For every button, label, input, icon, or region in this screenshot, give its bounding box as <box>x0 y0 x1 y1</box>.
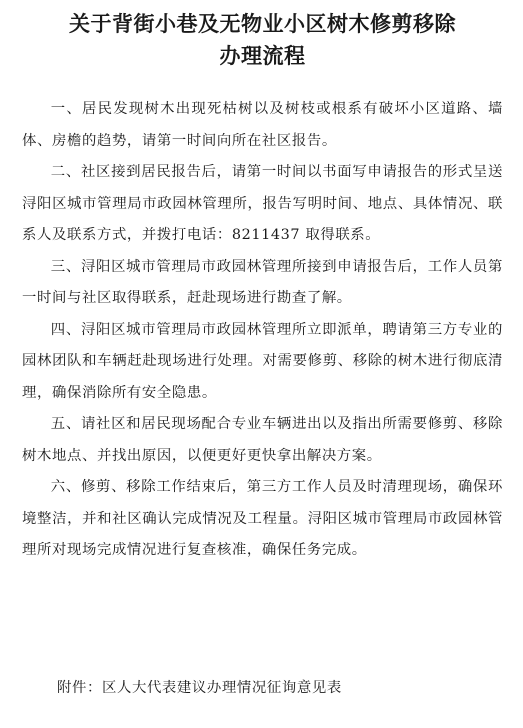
paragraph-step-5: 五、请社区和居民现场配合专业车辆进出以及指出所需要修剪、移除树木地点、并找出原因，以便更好更快拿出解决方案。 <box>22 416 503 464</box>
paragraph-step-2: 二、社区接到居民报告后，请第一时间以书面写申请报告的形式呈送浔阳区城市管理局市政园林管理所，报告写明时间、地点、具体情况、联系人及联系方式，并拨打电话：8211437 取得联系。 <box>22 164 503 243</box>
paragraph-step-6: 六、修剪、移除工作结束后，第三方工作人员及时清理现场，确保环境整洁，并和社区确认完成情况及工程量。浔阳区城市管理局市政园林管理所对现场完成情况进行复查核准，确保任务完成。 <box>22 479 503 558</box>
paragraph-step-1: 一、居民发现树木出现死枯树以及树枝或根系有破坏小区道路、墙体、房檐的趋势，请第一时间向所在社区报告。 <box>22 101 503 149</box>
paragraph-step-3: 三、浔阳区城市管理局市政园林管理所接到申请报告后，工作人员第一时间与社区取得联系，赶赴现场进行勘查了解。 <box>22 258 503 306</box>
title-line-2: 办理流程 <box>219 43 306 68</box>
attachment-note: 附件：区人大代表建议办理情况征询意见表 <box>57 680 342 696</box>
paragraph-step-4: 四、浔阳区城市管理局市政园林管理所立即派单，聘请第三方专业的园林团队和车辆赶赴现场进行处理。对需要修剪、移除的树木进行彻底清理，确保消除所有安全隐患。 <box>22 321 503 401</box>
title-line-1: 关于背街小巷及无物业小区树木修剪移除 <box>69 11 456 36</box>
document-title <box>22 8 503 72</box>
document-body <box>22 94 503 567</box>
